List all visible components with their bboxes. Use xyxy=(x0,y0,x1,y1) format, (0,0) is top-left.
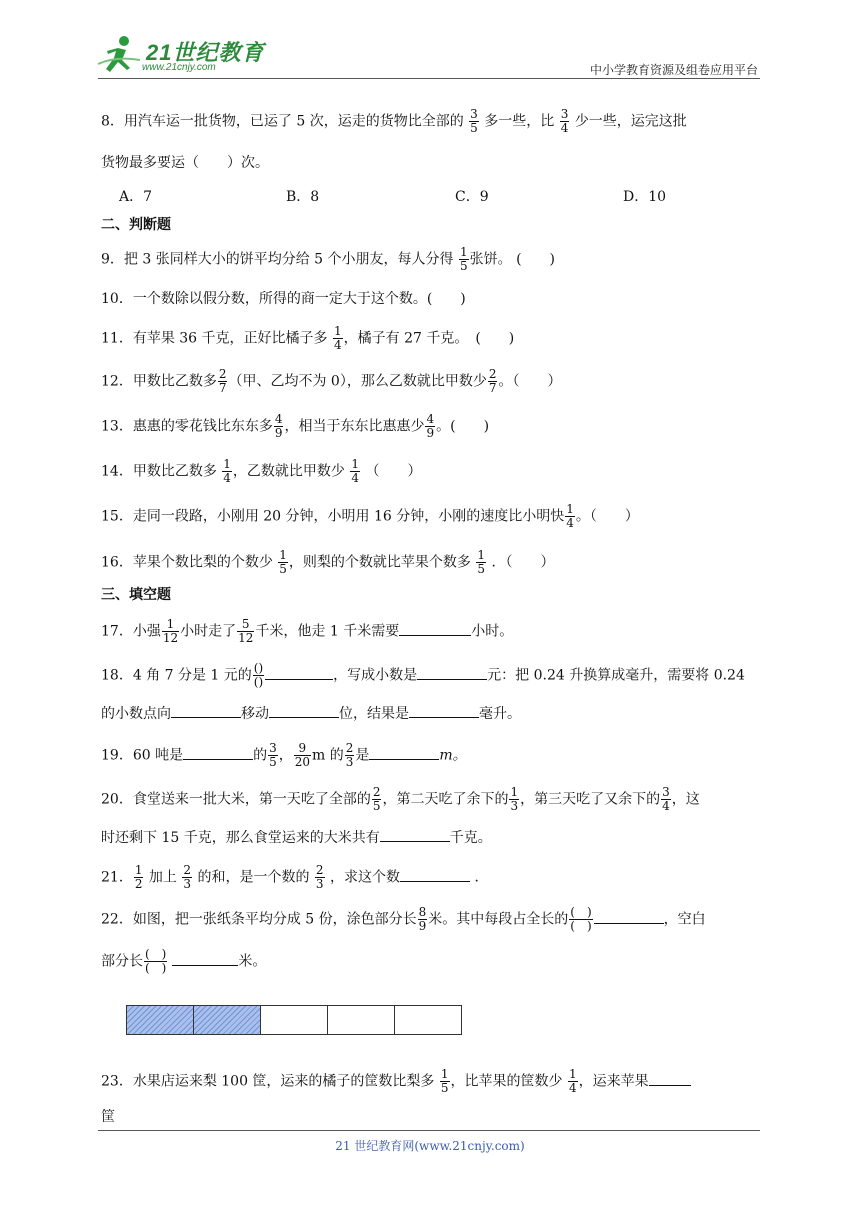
question-9: 9．把 3 张同样大小的饼平均分给 5 个小朋友，每人分得 $\frac{1}{5}$ 张饼。 ( ) xyxy=(101,245,555,273)
strip-segment-blank xyxy=(260,1005,328,1035)
runner-icon xyxy=(96,34,142,78)
q22-fraction-blank-2[interactable]: $\frac{( )}{( )}$ xyxy=(145,947,167,975)
q13-fraction-2: $\frac{4}{9}$ xyxy=(426,412,435,440)
strip-segment-shaded xyxy=(126,1005,194,1035)
q20-fraction-3: $\frac{3}{4}$ xyxy=(662,785,670,813)
section-2-heading: 二、判断题 xyxy=(101,217,171,233)
q18-blank-3[interactable] xyxy=(171,703,241,718)
q18-fraction: $\frac{()}{()}$ xyxy=(253,661,264,689)
q9-fraction: $\frac{1}{5}$ xyxy=(459,245,468,273)
q15-fraction: $\frac{1}{4}$ xyxy=(566,502,574,530)
q17-answer-blank[interactable] xyxy=(399,621,471,636)
question-14: 14．甲数比乙数多 $\frac{1}{4}$ ，乙数就比甲数少 $\frac{1}{4}$ （ ） xyxy=(101,457,422,485)
strip-segment-blank xyxy=(327,1005,395,1035)
q8-option-a: A．7 xyxy=(119,189,153,205)
q8-option-d: D．10 xyxy=(623,189,667,205)
q20-fraction-2: $\frac{1}{3}$ xyxy=(510,785,519,813)
question-23-line2: 筐 xyxy=(101,1109,115,1125)
question-11: 11．有苹果 36 千克，正好比橘子多 $\frac{1}{4}$ ，橘子有 27 千克。 ( ) xyxy=(101,324,515,352)
site-logo xyxy=(96,34,266,80)
q8-option-b: B．8 xyxy=(286,189,320,205)
question-13: 13．惠惠的零花钱比东东多 $\frac{4}{9}$ ，相当于东东比惠惠少 $\frac{4}{9}$ 。( ) xyxy=(101,412,490,440)
question-21: 21． $\frac{1}{2}$ 加上 $\frac{2}{3}$ 的和，是一个数的 $\frac{2}{3}$ ，求这个数 ． xyxy=(101,863,489,891)
q19-blank-1[interactable] xyxy=(183,745,253,760)
q22-blank-2[interactable] xyxy=(172,951,238,966)
q21-answer-blank[interactable] xyxy=(400,867,470,882)
question-22-line2: 部分长 $\frac{( )}{( )}$ 米。 xyxy=(101,947,267,975)
q19-fraction-1: $\frac{3}{5}$ xyxy=(269,741,277,769)
q23-answer-blank[interactable] xyxy=(649,1071,691,1086)
question-19: 19．60 吨是 的 $\frac{3}{5}$ ， $\frac{9}{20}$ m 的 $\frac{2}{3}$ 是 m。 xyxy=(101,741,467,769)
footer-text: 21 世纪教育网(www.21cnjy.com) xyxy=(335,1139,525,1153)
question-15: 15．走同一段路，小刚用 20 分钟，小明用 16 分钟，小刚的速度比小明快 $\frac{1}{4}$ 。（ ） xyxy=(101,502,639,530)
question-8-line2: 货物最多要运（ ）次。 xyxy=(101,155,269,171)
question-18-line1: 18．4 角 7 分是 1 元的 $\frac{()}{()}$ ，写成小数是 元：把 0.24 升换算成毫升，需要将 0.24 xyxy=(101,661,745,689)
q18-blank-2[interactable] xyxy=(417,665,487,680)
header-platform-text: 中小学教育资源及组卷应用平台 xyxy=(589,63,758,77)
question-17: 17．小强 $\frac{1}{12}$ 小时走了 $\frac{5}{12}$ 千米，他走 1 千米需要 小时。 xyxy=(101,617,514,645)
paper-strip-diagram xyxy=(127,1005,462,1035)
q17-fraction-2: $\frac{5}{12}$ xyxy=(238,617,254,645)
q18-blank-5[interactable] xyxy=(409,703,479,718)
q8-fraction-2: $\frac{3}{4}$ xyxy=(560,107,569,135)
q19-blank-2[interactable] xyxy=(369,745,439,760)
q8-text-c: 少一些，运完这批 xyxy=(574,113,687,130)
strip-segment-shaded xyxy=(193,1005,261,1035)
q22-fraction-1: $\frac{8}{9}$ xyxy=(418,905,427,933)
q12-fraction-1: $\frac{2}{7}$ xyxy=(218,367,227,395)
header-divider xyxy=(98,78,760,79)
q19-fraction-2: $\frac{9}{20}$ xyxy=(294,741,311,769)
question-10: 10．一个数除以假分数，所得的商一定大于这个数。( ) xyxy=(101,291,466,307)
q14-fraction-2: $\frac{1}{4}$ xyxy=(351,457,360,485)
q21-fraction-3: $\frac{2}{3}$ xyxy=(315,863,324,891)
question-22-line1: 22．如图，把一张纸条平均分成 5 份，涂色部分长 $\frac{8}{9}$ 米。其中每段占全长的 $\frac{( )}{( )}$ ，空白 xyxy=(101,905,706,933)
strip-segment-blank xyxy=(394,1005,462,1035)
question-20-line1: 20．食堂送来一批大米，第一天吃了全部的 $\frac{2}{5}$ ，第二天吃了余下的 $\frac{1}{3}$ ，第三天吃了又余下的 $\frac{3}{4}$ ，这 xyxy=(101,785,700,813)
section-3-heading: 三、填空题 xyxy=(101,587,171,603)
q14-fraction-1: $\frac{1}{4}$ xyxy=(223,457,231,485)
q8-text-a: 8．用汽车运一批货物，已运了 5 次，运走的货物比全部的 xyxy=(101,113,464,130)
logo-text: 21世纪教育 xyxy=(146,40,265,65)
q18-blank-4[interactable] xyxy=(269,703,339,718)
q21-fraction-1: $\frac{1}{2}$ xyxy=(134,863,143,891)
q16-fraction-2: $\frac{1}{5}$ xyxy=(477,548,486,576)
q22-blank-1[interactable] xyxy=(594,909,664,924)
q19-fraction-3: $\frac{2}{3}$ xyxy=(345,741,354,769)
footer-divider xyxy=(98,1130,760,1131)
q8-option-c: C．9 xyxy=(455,189,489,205)
question-20-line2: 时还剩下 15 千克，那么食堂运来的大米共有 千克。 xyxy=(101,827,492,847)
q13-fraction-1: $\frac{4}{9}$ xyxy=(274,412,283,440)
q17-fraction-1: $\frac{1}{12}$ xyxy=(162,617,179,645)
q23-fraction-1: $\frac{1}{5}$ xyxy=(440,1067,449,1095)
q11-fraction: $\frac{1}{4}$ xyxy=(333,324,342,352)
q20-answer-blank[interactable] xyxy=(380,827,450,842)
q8-fraction-1: $\frac{3}{5}$ xyxy=(470,107,478,135)
question-18-line2: 的小数点向 移动 位，结果是 毫升。 xyxy=(101,703,521,723)
question-12: 12．甲数比乙数多 $\frac{2}{7}$ （甲、乙均不为 0），那么乙数就比甲数少 $\frac{2}{7}$ 。（ ） xyxy=(101,367,562,395)
q12-fraction-2: $\frac{2}{7}$ xyxy=(488,367,497,395)
question-23-line1: 23．水果店运来梨 100 筐，运来的橘子的筐数比梨多 $\frac{1}{5}$ ，比苹果的筐数少 $\frac{1}{4}$ ，运来苹果 xyxy=(101,1068,691,1095)
question-8-line1 xyxy=(101,108,687,135)
q23-fraction-2: $\frac{1}{4}$ xyxy=(568,1067,577,1095)
q20-fraction-1: $\frac{2}{5}$ xyxy=(372,785,381,813)
q22-fraction-blank-1[interactable]: $\frac{( )}{( )}$ xyxy=(570,905,592,933)
q18-blank-1[interactable] xyxy=(265,665,333,680)
question-16: 16．苹果个数比梨的个数少 $\frac{1}{5}$ ，则梨的个数就比苹果个数多 $\frac{1}{5}$ ．（ ） xyxy=(101,548,555,576)
logo-subtext: www.21cnjy.com xyxy=(142,62,216,73)
q16-fraction-1: $\frac{1}{5}$ xyxy=(279,548,287,576)
q21-fraction-2: $\frac{2}{3}$ xyxy=(183,863,192,891)
q8-text-b: 多一些，比 xyxy=(484,113,555,130)
